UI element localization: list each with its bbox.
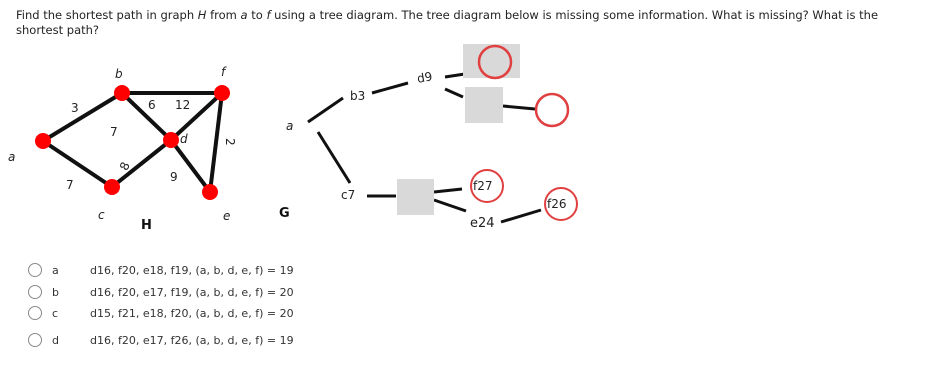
tree-name-label: G (279, 206, 290, 221)
tree-g (279, 44, 577, 231)
node-d (163, 132, 179, 148)
tree-node-e24: e24 (470, 216, 495, 231)
node-label-a: a (8, 150, 16, 164)
tree-node-d9: d9 (415, 69, 434, 86)
node-label-e: e (223, 209, 231, 223)
node-f (214, 85, 230, 101)
edge-weight-de: 9 (170, 170, 178, 184)
radio-d[interactable] (28, 333, 42, 347)
edge-weight-bd-top: 6 (148, 98, 156, 112)
radio-a[interactable] (28, 263, 42, 277)
tree-node-c7: c7 (341, 188, 356, 202)
edge-weight-cd: 8 (116, 159, 133, 173)
option-text-c: d15, f21, e18, f20, (a, b, d, e, f) = 20 (90, 306, 294, 320)
option-text-b: d16, f20, e17, f19, (a, b, d, e, f) = 20 (90, 285, 294, 299)
edge-weight-ef: 2 (223, 138, 237, 146)
edge-weight-ab: 3 (71, 101, 79, 115)
node-label-c: c (98, 208, 105, 222)
option-letter-a: a (52, 263, 59, 277)
node-b (114, 85, 130, 101)
tree-node-b3: b3 (350, 89, 366, 103)
option-text-a: d16, f20, e18, f19, (a, b, d, e, f) = 19 (90, 263, 294, 277)
missing-circle-2 (536, 94, 568, 126)
option-text-d: d16, f20, e17, f26, (a, b, d, e, f) = 19 (90, 333, 294, 347)
edge-weight-bd: 7 (110, 125, 118, 139)
option-b[interactable] (28, 282, 294, 302)
radio-c[interactable] (28, 306, 42, 320)
option-a[interactable] (28, 260, 294, 280)
edge-weight-ac: 7 (66, 178, 74, 192)
radio-b[interactable] (28, 285, 42, 299)
node-a (35, 133, 51, 149)
tree-node-f27: f27 (473, 179, 493, 193)
edge-weight-df: 12 (175, 98, 191, 112)
tree-root-a: a (286, 119, 294, 133)
node-c (104, 179, 120, 195)
missing-box-2 (465, 87, 503, 123)
option-c[interactable] (28, 303, 294, 323)
question-text: Find the shortest path in graph H from a to f using a tree diagram. The tree diagram below is missing some information. What is missing? What is the shortest path? (16, 8, 879, 37)
missing-box-3 (397, 179, 434, 215)
option-letter-d: d (52, 333, 59, 347)
node-label-d: d (180, 132, 188, 146)
node-label-b: b (115, 67, 123, 81)
option-letter-b: b (52, 285, 59, 299)
option-letter-c: c (52, 306, 59, 320)
tree-node-f26: f26 (547, 197, 567, 211)
node-e (202, 184, 218, 200)
option-d[interactable] (28, 330, 294, 350)
graph-name-label: H (141, 218, 152, 233)
node-label-f: f (221, 65, 226, 79)
graph-h (8, 65, 237, 233)
